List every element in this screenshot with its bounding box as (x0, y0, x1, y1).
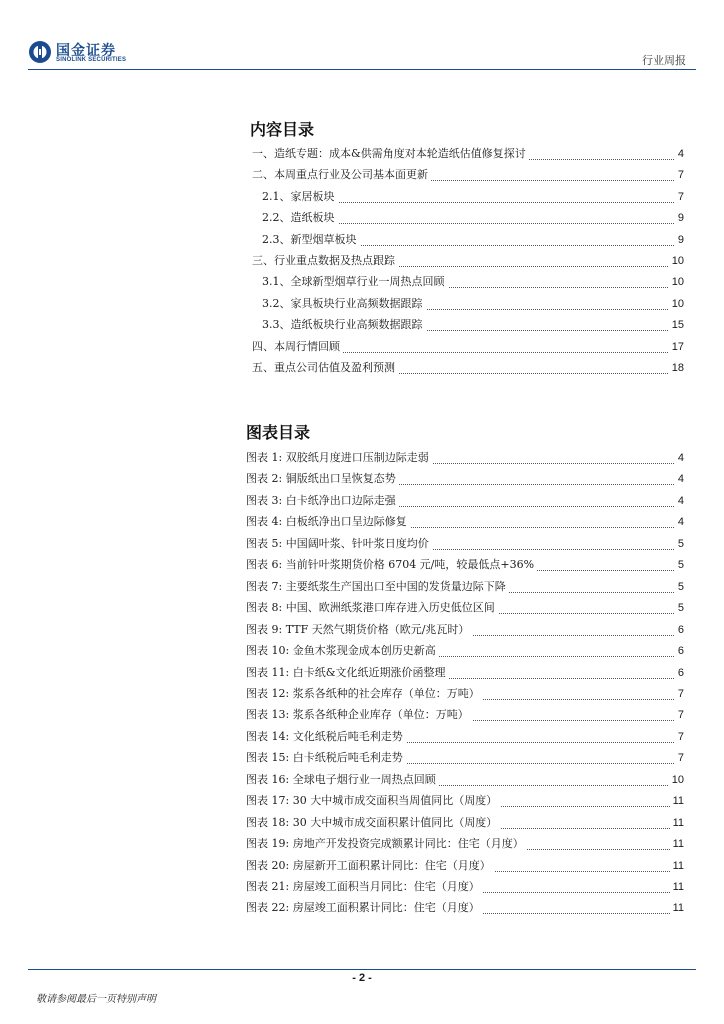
entry-title[interactable]: 一、造纸专题：成本&供需角度对本轮造纸估值修复探讨 (252, 146, 529, 162)
toc-entry[interactable] (0, 339, 724, 355)
entry-title[interactable]: 2.3、新型烟草板块 (262, 232, 360, 248)
entry-page-number[interactable]: 4 (675, 493, 684, 509)
entry-page-number[interactable]: 4 (675, 450, 684, 466)
figure-entry[interactable] (0, 536, 724, 552)
figure-entry[interactable] (0, 836, 724, 852)
entry-title[interactable]: 3.2、家具板块行业高频数据跟踪 (262, 296, 426, 312)
entry-title[interactable]: 图表 20: 房屋新开工面积累计同比：住宅（月度） (246, 858, 494, 874)
entry-title[interactable]: 图表 1: 双胶纸月度进口压制边际走弱 (246, 450, 432, 466)
figure-entry[interactable] (0, 557, 724, 573)
toc-entry[interactable] (0, 274, 724, 290)
figure-entry[interactable] (0, 900, 724, 916)
entry-page-number[interactable]: 15 (669, 317, 684, 333)
figure-entry[interactable] (0, 772, 724, 788)
entry-page-number[interactable]: 4 (675, 471, 684, 487)
toc-entry[interactable] (0, 232, 724, 248)
figure-entry[interactable] (0, 493, 724, 509)
figure-entry[interactable] (0, 665, 724, 681)
entry-title[interactable]: 3.3、造纸板块行业高频数据跟踪 (262, 317, 426, 333)
entry-title[interactable]: 图表 17: 30 大中城市成交面积当周值同比（周度） (246, 793, 500, 809)
entry-title[interactable]: 五、重点公司估值及盈利预测 (252, 360, 398, 376)
entry-title[interactable]: 图表 15: 白卡纸税后吨毛利走势 (246, 750, 406, 766)
report-type-label: 行业周报 (642, 54, 686, 67)
entry-title[interactable]: 图表 9: TTF 天然气期货价格（欧元/兆瓦时） (246, 622, 472, 638)
entry-title[interactable]: 图表 22: 房屋竣工面积累计同比：住宅（月度） (246, 900, 483, 916)
disclaimer-text: 敬请参阅最后一页特别声明 (36, 994, 156, 1005)
entry-title[interactable]: 2.2、造纸板块 (262, 210, 338, 226)
entry-title[interactable]: 图表 13: 浆系各纸种企业库存（单位：万吨） (246, 707, 472, 723)
figure-entry[interactable] (0, 600, 724, 616)
entry-page-number[interactable]: 7 (675, 167, 684, 183)
page-number: - 2 - (352, 972, 372, 984)
header-divider (28, 69, 696, 70)
entry-page-number[interactable]: 10 (669, 296, 684, 312)
page-header (0, 0, 724, 80)
toc-entry[interactable] (0, 146, 724, 162)
entry-title[interactable]: 图表 18: 30 大中城市成交面积累计值同比（周度） (246, 815, 500, 831)
entry-page-number[interactable]: 11 (670, 858, 684, 874)
entry-page-number[interactable]: 5 (675, 557, 684, 573)
figure-entry[interactable] (0, 707, 724, 723)
entry-page-number[interactable]: 5 (675, 600, 684, 616)
entry-title[interactable]: 图表 11: 白卡纸&文化纸近期涨价函整理 (246, 665, 449, 681)
entry-page-number[interactable]: 10 (669, 253, 684, 269)
entry-page-number[interactable]: 7 (675, 729, 684, 745)
entry-page-number[interactable]: 4 (675, 146, 684, 162)
company-logo (28, 40, 132, 68)
figures-title: 图表目录 (246, 423, 311, 442)
entry-page-number[interactable]: 6 (675, 622, 684, 638)
entry-title[interactable]: 图表 21: 房屋竣工面积当月同比：住宅（月度） (246, 879, 483, 895)
figure-entry[interactable] (0, 450, 724, 466)
entry-page-number[interactable]: 9 (675, 210, 684, 226)
entry-page-number[interactable]: 11 (670, 793, 684, 809)
entry-title[interactable]: 三、行业重点数据及热点跟踪 (252, 253, 398, 269)
entry-title[interactable]: 图表 5: 中国阔叶浆、针叶浆日度均价 (246, 536, 432, 552)
entry-page-number[interactable]: 11 (670, 900, 684, 916)
entry-title[interactable]: 图表 2: 铜版纸出口呈恢复态势 (246, 471, 399, 487)
sinolink-logo-icon (28, 40, 52, 64)
entry-title[interactable]: 图表 6: 当前针叶浆期货价格 6704 元/吨，较最低点+36% (246, 557, 537, 573)
figure-entry[interactable] (0, 815, 724, 831)
entry-page-number[interactable]: 4 (675, 514, 684, 530)
entry-page-number[interactable]: 7 (675, 750, 684, 766)
entry-page-number[interactable]: 6 (675, 665, 684, 681)
entry-title[interactable]: 图表 8: 中国、欧洲纸浆港口库存进入历史低位区间 (246, 600, 498, 616)
entry-title[interactable]: 四、本周行情回顾 (252, 339, 343, 355)
entry-title[interactable]: 图表 10: 金鱼木浆现金成本创历史新高 (246, 643, 439, 659)
figure-entry[interactable] (0, 579, 724, 595)
toc-entry[interactable] (0, 167, 724, 183)
entry-title[interactable]: 图表 7: 主要纸浆生产国出口至中国的发货量边际下降 (246, 579, 509, 595)
figure-entry[interactable] (0, 686, 724, 702)
toc-entry[interactable] (0, 210, 724, 226)
entry-page-number[interactable]: 18 (669, 360, 684, 376)
entry-page-number[interactable]: 17 (669, 339, 684, 355)
figure-entry[interactable] (0, 622, 724, 638)
entry-page-number[interactable]: 7 (675, 707, 684, 723)
footer-divider (28, 969, 696, 970)
entry-page-number[interactable]: 5 (675, 579, 684, 595)
entry-title[interactable]: 图表 16: 全球电子烟行业一周热点回顾 (246, 772, 439, 788)
entry-title[interactable]: 图表 14: 文化纸税后吨毛利走势 (246, 729, 406, 745)
entry-title[interactable]: 二、本周重点行业及公司基本面更新 (252, 167, 431, 183)
entry-page-number[interactable]: 6 (675, 643, 684, 659)
entry-page-number[interactable]: 5 (675, 536, 684, 552)
logo-chinese-name: 国金证券 (56, 43, 116, 59)
entry-page-number[interactable]: 9 (675, 232, 684, 248)
toc-entry[interactable] (0, 360, 724, 376)
entry-page-number[interactable]: 11 (670, 879, 684, 895)
entry-page-number[interactable]: 11 (670, 836, 684, 852)
entry-page-number[interactable]: 10 (669, 772, 684, 788)
toc-entry[interactable] (0, 189, 724, 205)
entry-title[interactable]: 3.1、全球新型烟草行业一周热点回顾 (262, 274, 448, 290)
entry-page-number[interactable]: 7 (675, 189, 684, 205)
entry-title[interactable]: 图表 12: 浆系各纸种的社会库存（单位：万吨） (246, 686, 483, 702)
figure-entry[interactable] (0, 514, 724, 530)
figure-entry[interactable] (0, 643, 724, 659)
entry-title[interactable]: 2.1、家居板块 (262, 189, 338, 205)
figure-entry[interactable] (0, 858, 724, 874)
figure-entry[interactable] (0, 729, 724, 745)
figure-entry[interactable] (0, 750, 724, 766)
figure-entry[interactable] (0, 471, 724, 487)
entry-page-number[interactable]: 7 (675, 686, 684, 702)
entry-page-number[interactable]: 10 (669, 274, 684, 290)
entry-page-number[interactable]: 11 (670, 815, 684, 831)
entry-title[interactable]: 图表 3: 白卡纸净出口边际走强 (246, 493, 399, 509)
entry-title[interactable]: 图表 4: 白板纸净出口呈边际修复 (246, 514, 410, 530)
figure-entry[interactable] (0, 879, 724, 895)
toc-entry[interactable] (0, 317, 724, 333)
logo-english-name: SINOLINK SECURITIES (56, 57, 127, 63)
toc-entry[interactable] (0, 296, 724, 312)
toc-entry[interactable] (0, 253, 724, 269)
contents-title: 内容目录 (250, 120, 315, 139)
figure-entry[interactable] (0, 793, 724, 809)
entry-title[interactable]: 图表 19: 房地产开发投资完成额累计同比：住宅（月度） (246, 836, 527, 852)
